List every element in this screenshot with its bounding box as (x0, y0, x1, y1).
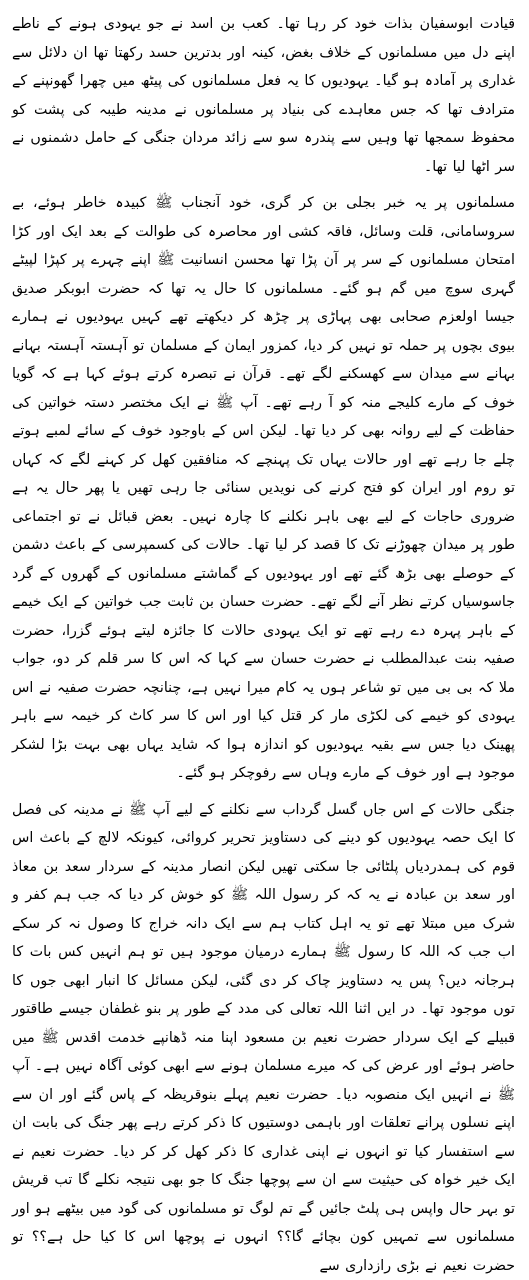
paragraph-1: قیادت ابوسفیان بذات خود کر رہا تھا۔ کعب بن اسد نے جو یہودی ہونے کے ناطے اپنے دل میں مسلمانوں کے خلاف بغض، کینہ اور بدترین حسد رکھتا تھا ان دلائل سے غداری پر آمادہ ہو گیا۔ یہودیوں کا یہ فعل مسلمانوں کی پیٹھ میں چھرا گھونپنے کے مترادف تھا کہ جس معاہدے کی بنیاد پر مسلمانوں نے مدینہ طیبہ کی پشت کو محفوظ سمجھا تھا وہیں سے پندرہ سو سے زائد مردان جنگی کے حامل دشمنوں نے سر اٹھا لیا تھا۔ (12, 10, 515, 181)
paragraph-3: جنگی حالات کے اس جاں گسل گرداب سے نکلنے کے لیے آپ ﷺ نے مدینہ کی فصل کا ایک حصہ یہودیوں کو دینے کی دستاویز تحریر کروائی، کیونکہ لالچ کے باعث اس قوم کی ہمدردیاں پلٹائی جا سکتی تھیں لیکن انصار مدینہ کے سردار سعد بن معاذ اور سعد بن عبادہ نے یہ کہ کر رسول اللہ ﷺ کو خوش کر دیا کہ جب ہم کفر و شرک میں مبتلا تھے تو یہ اہل کتاب ہم سے ایک دانہ خراج کا وصول نہ کر سکے اب جب کہ اللہ کا رسول ﷺ ہمارے درمیان موجود ہیں تو ہم انہیں کس بات کا ہرجانہ دیں؟ پس یہ دستاویز چاک کر دی گئی، لیکن مسائل کا انبار ابھی جوں کا توں موجود تھا۔ در ایں اثنا اللہ تعالی کی مدد کے طور پر بنو غطفان جیسے طاقتور قبیلے کے ایک سردار حضرت نعیم بن مسعود اپنا منہ ڈھانپے خدمت اقدس ﷺ میں حاضر ہوئے اور عرض کی کہ میرے مسلمان ہونے سے ابھی کوئی آگاہ نہیں ہے۔ آپ ﷺ نے انہیں ایک منصوبہ دیا۔ حضرت نعیم پہلے بنوقریظہ کے پاس گئے اور ان سے اپنے نسلوں پرانے تعلقات اور باہمی دوستیوں کا ذکر کرتے رہے پھر جنگ کی بابت ان سے استفسار کیا تو انہوں نے اپنی غداری کا ذکر کھل کر کر دیا۔ حضرت نعیم نے ایک خیر خواہ کی حیثیت سے ان سے پوچھا جنگ کا جو بھی نتیجہ نکلے گا تب قریش تو بہر حال واپس ہی پلٹ جائیں گے تم لوگ تو مسلمانوں کی گود میں بیٹھے ہو اور مسلمانوں سے تمہیں کون بچائے گا؟؟ انہوں نے پوچھا اس کا کیا حل ہے؟؟ تو حضرت نعیم نے بڑی رازداری سے (12, 796, 515, 1280)
paragraph-2: مسلمانوں پر یہ خبر بجلی بن کر گری، خود آنجناب ﷺ کبیدہ خاطر ہوئے، بے سروسامانی، قلت وسائل، فاقہ کشی اور محاصرہ کی طوالت کے بعد ایک اور کڑا امتحان مسلمانوں کے سر پر آن پڑا تھا محسن انسانیت ﷺ اپنے چہرے پر کپڑا لپیٹے گہری سوچ میں گم ہو گئے۔ مسلمانوں کا حال یہ تھا کہ حضرت ابوبکر صدیق جیسا اولعزم صحابی بھی پہاڑی پر چڑھ کر دیکھتے تھے کہیں یہودیوں نے ہمارے بیوی بچوں پر حملہ تو نہیں کر دیا، کمزور ایمان کے مسلمان تو آہستہ آہستہ بہانے بہانے سے میدان سے کھسکنے لگے تھے۔ قرآن نے تبصرہ کرتے ہوئے کہا ہے کہ گویا خوف کے مارے کلیجے منہ کو آ رہے تھے۔ آپ ﷺ نے ایک مختصر دستہ خواتین کی حفاظت کے لیے روانہ بھی کر دیا تھا۔ لیکن اس کے باوجود خوف کے سائے لمبے ہوتے چلے جا رہے تھے اور حالات یہاں تک پہنچے کہ منافقین کھل کر کہنے لگے کہ کہاں تو روم اور ایران کو فتح کرنے کی نویدیں سنائی جا رہی تھیں یا پھر حال یہ ہے ضروری حاجات کے لیے بھی باہر نکلنے کا چارہ نہیں۔ بعض قبائل نے تو اجتماعی طور پر میدان چھوڑنے تک کا قصد کر لیا تھا۔ حالات کی کسمپرسی کے باعث دشمن کے حوصلے بھی بڑھ گئے تھے اور یہودیوں کے گماشتے مسلمانوں کے گھروں کے گرد جاسوسیاں کرتے نظر آنے لگے تھے۔ حضرت حسان بن ثابت جب خواتین کے ایک خیمے کے باہر پہرہ دے رہے تھے تو ایک یہودی حالات کا جائزہ لیتے ہوئے گزرا، حضرت صفیہ بنت عبدالمطلب نے حضرت حسان سے کہا کہ اس کا سر قلم کر دو، جواب ملا کہ بی بی میں تو شاعر ہوں یہ کام میرا نہیں ہے، چنانچہ حضرت صفیہ نے اس یہودی کو خیمے کی لکڑی مار کر قتل کیا اور اس کا سر کاٹ کر خیمہ سے باہر پھینک دیا جس سے بقیہ یہودیوں کو اندازہ ہوا کہ شاید یہاں بھی بہت بڑا لشکر موجود ہے اور خوف کے مارے وہاں سے رفوچکر ہو گئے۔ (12, 189, 515, 788)
